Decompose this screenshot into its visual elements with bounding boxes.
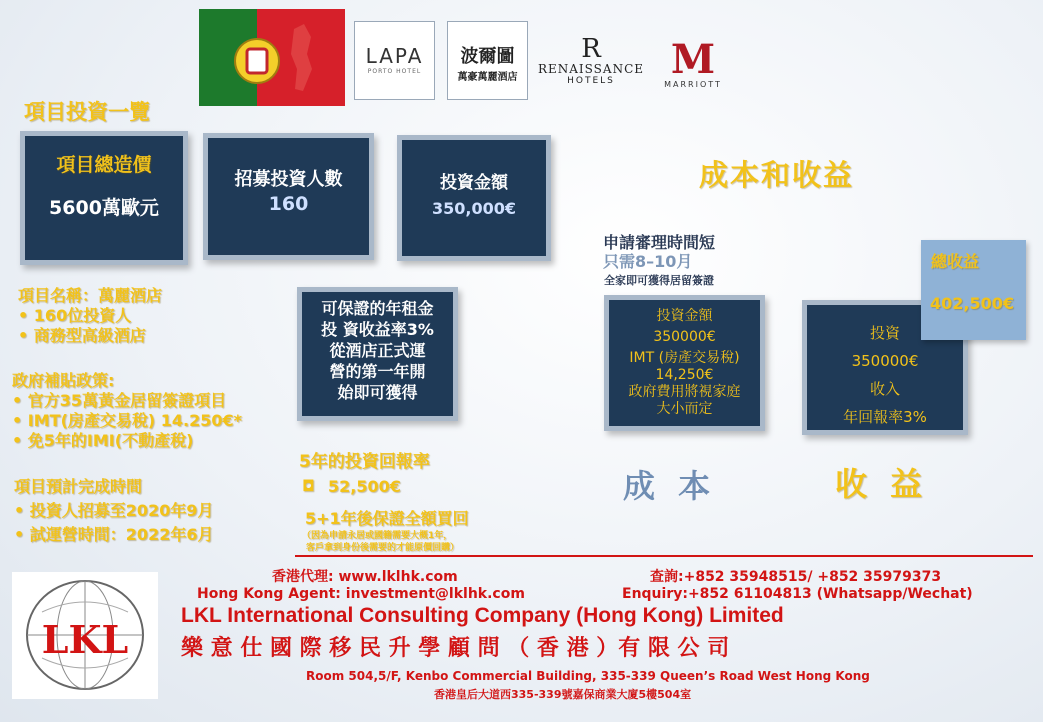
- apply-title: 申請審理時間短: [603, 233, 716, 252]
- company-name-cn: 樂 意 仕 國 際 移 民 升 學 顧 問 （ 香 港 ）有 限 公 司: [181, 636, 730, 661]
- investor-count-box: [208, 138, 369, 255]
- hk-website: 香港代理: www.lklhk.com: [272, 569, 458, 585]
- cost-box: [609, 300, 760, 426]
- company-name-en: LKL International Consulting Company (Hong Kong) Limited: [181, 604, 784, 627]
- total-income-box: [921, 240, 1026, 340]
- project-name: 項目名稱：萬麗酒店: [18, 286, 163, 305]
- investment-amount-box: [402, 140, 546, 256]
- timeline-item: • 試運營時間：2022年6月: [14, 525, 214, 544]
- renaissance-logo-sub: HOTELS: [567, 76, 615, 86]
- lapa-logo-sub: PORTO HOTEL: [367, 68, 422, 75]
- cost-label: 成 本: [623, 467, 717, 505]
- buyback-note: （因為申請永居或國籍需要大概1年，: [302, 531, 453, 541]
- address-en: Room 504,5/F, Kenbo Commercial Building, 335-339 Queen’s Road West Hong Kong: [306, 669, 870, 683]
- enquiry-cn: 查詢:+852 35948515/ +852 35979373: [650, 569, 942, 585]
- investor-count-label: 招募投資人數: [234, 169, 343, 190]
- project-type: • 商務型高級酒店: [18, 326, 146, 345]
- renaissance-logo: [536, 36, 646, 86]
- marriott-logo-main: MARRIOTT: [664, 80, 722, 89]
- cost-line: 大小而定: [656, 401, 713, 417]
- returns-amount: 52,500€: [328, 477, 401, 496]
- rent-line: 可保證的年租金: [321, 299, 434, 318]
- total-cost-label: 項目總造價: [56, 154, 152, 176]
- rent-line: 營的第一年開: [329, 362, 426, 381]
- policy-item: • 免5年的IMI(不動產稅): [12, 431, 194, 450]
- rent-line: 從酒店正式運: [329, 341, 426, 360]
- portugal-flag: [199, 9, 345, 106]
- investment-amount-label: 投資金額: [440, 173, 508, 193]
- investment-amount-value: 350,000€: [431, 199, 516, 218]
- enquiry-en: Enquiry:+852 61104813 (Whatsapp/Wechat): [622, 586, 973, 602]
- rent-line: 投 資收益率3%: [321, 320, 434, 339]
- cost-line: IMT (房產交易稅): [629, 350, 740, 366]
- lapa-logo-main: LAPA: [365, 44, 424, 68]
- investor-count-value: 160: [268, 193, 309, 215]
- cost-line: 14,250€: [655, 367, 714, 383]
- income-line: 年回報率3%: [843, 408, 927, 426]
- total-cost-value: 5600萬歐元: [49, 197, 159, 219]
- marriott-logo: [653, 36, 733, 89]
- income-line: 收入: [869, 380, 900, 398]
- address-cn: 香港皇后大道西335-339號嘉保商業大廈5樓504室: [434, 688, 692, 701]
- apply-note: 全家即可獲得居留簽證: [604, 274, 714, 287]
- policy-title: 政府補貼政策:: [12, 371, 115, 390]
- hk-agent: Hong Kong Agent: investment@lklhk.com: [197, 586, 525, 602]
- cost-line: 投資金額: [656, 308, 713, 324]
- footer-divider: [295, 555, 1033, 557]
- policy-info: [12, 371, 242, 451]
- buyback-note: 客戶拿到身份後需要的才能原價回購）: [306, 543, 460, 553]
- marriott-m-icon: M: [670, 36, 716, 83]
- buyback-text: 5+1年後保證全額買回: [305, 509, 469, 528]
- total-income-value: 402,500€: [930, 294, 1015, 313]
- policy-item: • 官方35萬黃金居留簽證項目: [12, 391, 227, 410]
- boero-logo-sub: 萬豪萬麗酒店: [457, 72, 518, 83]
- project-investors: • 160位投資人: [18, 306, 132, 325]
- returns-title: 5年的投資回報率: [299, 452, 430, 472]
- guaranteed-rent-box: [302, 292, 453, 416]
- income-label: 收 益: [835, 465, 929, 503]
- income-line: 投資: [869, 324, 900, 342]
- flag-icon: [199, 9, 345, 106]
- timeline-title: 項目預計完成時間: [14, 477, 143, 496]
- renaissance-logo-main: RENAISSANCE: [537, 62, 645, 76]
- footer-logo-text: LKL: [41, 617, 129, 662]
- footer-logo: [12, 572, 158, 699]
- timeline-item: • 投資人招募至2020年9月: [14, 501, 214, 520]
- project-info: [18, 286, 162, 346]
- timeline-info: [14, 475, 213, 547]
- boero-logo-main: 波爾圖: [460, 46, 515, 67]
- policy-item: • IMT(房產交易稅) 14.250€*: [12, 411, 243, 430]
- total-income-label: 總收益: [931, 252, 980, 271]
- rent-line: 始即可獲得: [337, 383, 418, 402]
- lapa-logo: [354, 21, 435, 100]
- cost-line: 政府費用將視家庭: [628, 384, 741, 400]
- cost-income-title: 成本和收益: [699, 158, 855, 192]
- cost-line: 350000€: [653, 329, 716, 345]
- apply-sub: 只需8–10月: [603, 252, 693, 271]
- returns-bullet-icon: ◘: [302, 477, 315, 495]
- renaissance-r-icon: R: [581, 34, 601, 64]
- total-cost-box: [25, 136, 183, 260]
- income-line: 350000€: [851, 352, 919, 370]
- boero-logo: [447, 21, 528, 100]
- section-title: 項目投資一覽: [24, 100, 150, 124]
